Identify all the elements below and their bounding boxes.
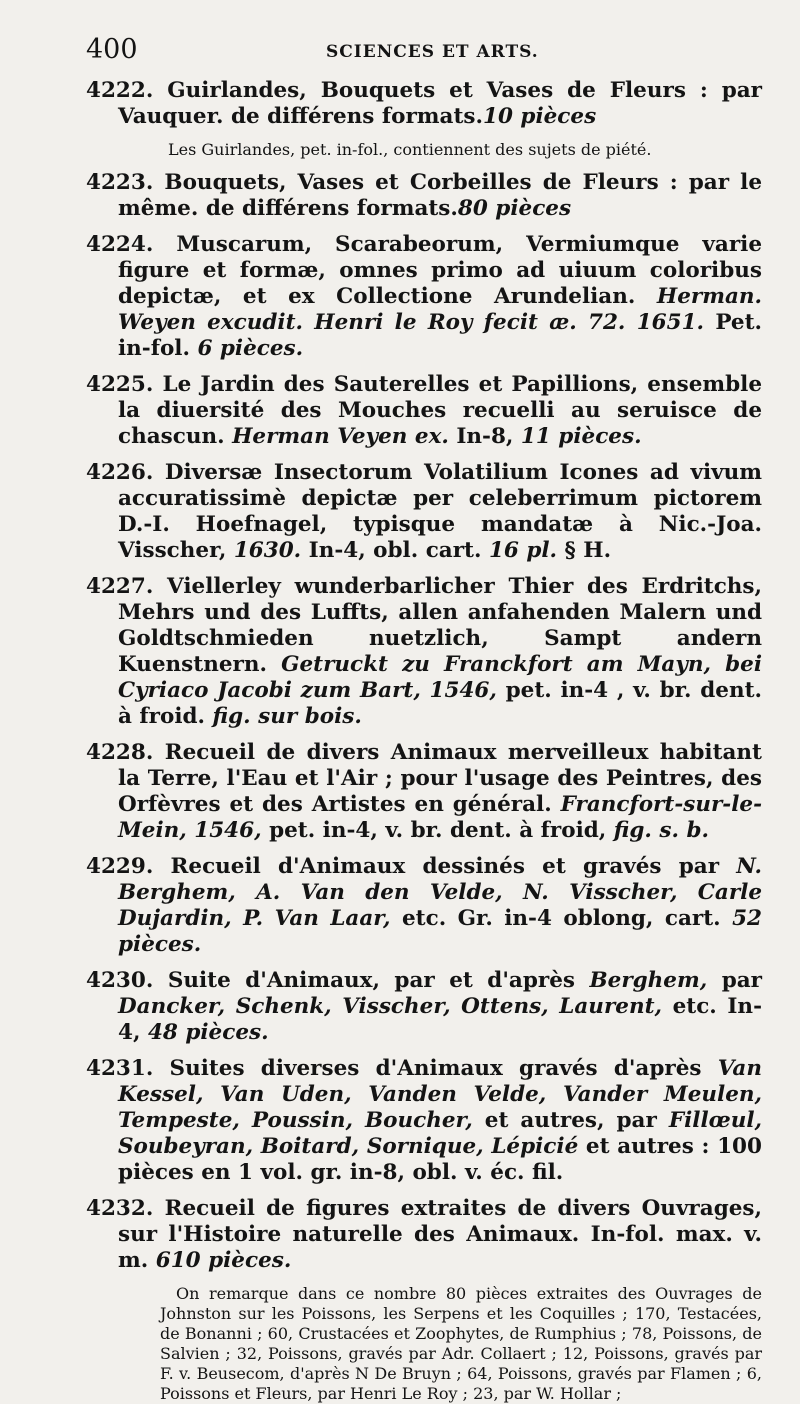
catalog-entry	[86, 740, 762, 844]
catalog-entries	[86, 78, 762, 1404]
entry-format: In-fol. max. v. m.	[118, 1222, 762, 1273]
entry-title: Bouquets, Vases et Corbeilles de Fleurs : par le même.	[118, 170, 763, 221]
entry-title-cont: par	[707, 968, 763, 993]
catalog-entry	[86, 78, 762, 130]
entry-count: 610 pièces.	[155, 1248, 292, 1273]
entry-title: Recueil d'Animaux dessinés et gravés par	[170, 854, 720, 879]
page-header	[86, 34, 762, 78]
entry-italic-names: Herman. Weyen excudit. Henri le Roy fecit æ. 72. 1651.	[118, 284, 763, 335]
entry-count: 6 pièces.	[197, 336, 304, 361]
entry-number: 4225.	[86, 372, 163, 397]
entry-title: Guirlandes, Bouquets et Vases de Fleurs : par Vauquer.	[118, 78, 762, 129]
entry-format: Pet. in-fol.	[118, 310, 763, 361]
catalog-entry	[86, 460, 762, 564]
entry-format: etc. In-4,	[118, 994, 762, 1045]
entry-number: 4231.	[86, 1056, 170, 1081]
entry-note: Les Guirlandes, pet. in-fol., contiennent des sujets de piété.	[168, 140, 652, 159]
entry-title: Suites diverses d'Animaux gravés d'après	[169, 1056, 702, 1081]
catalog-entry	[86, 854, 762, 958]
entry-title-cont: et autres, par	[472, 1108, 657, 1133]
entry-count: 52 pièces.	[118, 906, 762, 957]
entry-format: In-8,	[448, 424, 521, 449]
catalog-entry	[86, 1196, 762, 1274]
catalog-entry	[86, 1056, 762, 1186]
entry-number: 4226.	[86, 460, 165, 485]
entry-title: Recueil de divers Animaux merveilleux habitant la Terre, l'Eau et l'Air ; pour l'usage des Peintres, des Orfèvres et des Artistes en général.	[118, 740, 762, 817]
running-title: SCIENCES ET ARTS.	[326, 42, 539, 62]
entry-format: et autres : 100 pièces en 1 vol. gr. in-8, obl. v. éc. fil.	[118, 1134, 762, 1185]
entry-title: Diversæ Insectorum Volatilium Icones ad vivum accuratissimè depictæ per celeberrimum pictorem D.-I. Hoefnagel, typisque mandatæ à Nic.-Joa. Visscher,	[118, 460, 762, 563]
entry-format: pet. in-4 , v. br. dent. à froid.	[118, 678, 762, 729]
entry-title: Suite d'Animaux, par et d'après	[167, 968, 575, 993]
catalog-entry	[86, 968, 762, 1046]
entry-format: pet. in-4, v. br. dent. à froid,	[261, 818, 614, 843]
entry-italic-names: Francfort-sur-le-Mein, 1546,	[118, 792, 762, 843]
entry-number: 4224.	[86, 232, 177, 257]
entry-number: 4223.	[86, 170, 165, 195]
entry-count: fig. s. b.	[613, 818, 709, 843]
entry-number: 4232.	[86, 1196, 165, 1221]
entry-italic-names: Van Kessel, Van Uden, Vanden Velde, Vander Meulen, Tempeste, Poussin, Boucher,	[118, 1056, 762, 1133]
catalog-entry	[86, 232, 762, 362]
entry-italic-names: Herman Veyen ex.	[224, 424, 449, 449]
page-number: 400	[86, 34, 138, 65]
entry-title: Le Jardin des Sauterelles et Papillions, ensemble la diuersité des Mouches recuelli au seruisce de chascun.	[118, 372, 762, 449]
entry-count: fig. sur bois.	[212, 704, 362, 729]
entry-number: 4229.	[86, 854, 171, 879]
entry-number: 4227.	[86, 574, 168, 599]
entry-number: 4230.	[86, 968, 168, 993]
entry-format: de différens formats.	[223, 104, 484, 129]
entry-number: 4228.	[86, 740, 165, 765]
entry-count: 80 pièces	[457, 196, 572, 221]
entry-number: 4222.	[86, 78, 168, 103]
entry-count: 10 pièces	[483, 104, 597, 129]
entry-title: Recueil de figures extraites de divers Ouvrages, sur l'Histoire naturelle des Animaux.	[118, 1196, 762, 1247]
catalog-entry	[86, 170, 762, 222]
entry-italic-names-2: Fillœul, Soubeyran, Boitard, Sornique, Lépicié	[118, 1108, 762, 1159]
entry-count: 48 pièces.	[147, 1020, 269, 1045]
entry-italic-names-2: Dancker, Schenk, Visscher, Ottens, Laurent,	[118, 994, 662, 1019]
entry-format: etc. Gr. in-4 oblong, cart.	[390, 906, 733, 931]
catalog-entry	[86, 372, 762, 450]
catalog-entry	[86, 574, 762, 730]
entry-mark: § H.	[557, 538, 612, 563]
entry-title: Muscarum, Scarabeorum, Vermiumque varie figure et formæ, omnes primo ad uiuum coloribus depictæ, et ex Collectione Arundelian.	[118, 232, 763, 309]
entry-format: de différens formats.	[198, 196, 458, 221]
entry-count: 11 pièces.	[520, 424, 642, 449]
entry-title: Viellerley wunderbarlicher Thier des Erdritchs, Mehrs und des Luffts, allen anfahenden Malern und Goldtschmieden nuetzlich, Sampt andern Kuenstnern.	[118, 574, 763, 677]
entry-count: 16 pl.	[488, 538, 558, 563]
entry-format: In-4, obl. cart.	[301, 538, 489, 563]
entry-italic-names: Getruckt zu Franckfort am Mayn, bei Cyriaco Jacobi zum Bart, 1546,	[118, 652, 762, 703]
entry-italic-names: Berghem,	[574, 968, 708, 993]
entry-note-block: On remarque dans ce nombre 80 pièces extraites des Ouvrages de Johnston sur les Poissons, les Serpens et les Coquilles ; 170, Testacées, de Bonanni ; 60, Crustacées et Zoophytes, de Rumphius ; 78, Poissons, de Salvien ; 32, Poissons, gravés par Adr. Collaert ; 12, Poissons, gravés par F. v. Beusecom, d'après N De Bruyn ; 64, Poissons, gravés par Flamen ; 6, Poissons et Fleurs, par Henri Le Roy ; 23, par W. Hollar ;	[160, 1284, 762, 1403]
entry-italic-names: 1630.	[226, 538, 302, 563]
entry-italic-names: N. Berghem, A. Van den Velde, N. Visscher, Carle Dujardin, P. Van Laar,	[118, 854, 762, 931]
